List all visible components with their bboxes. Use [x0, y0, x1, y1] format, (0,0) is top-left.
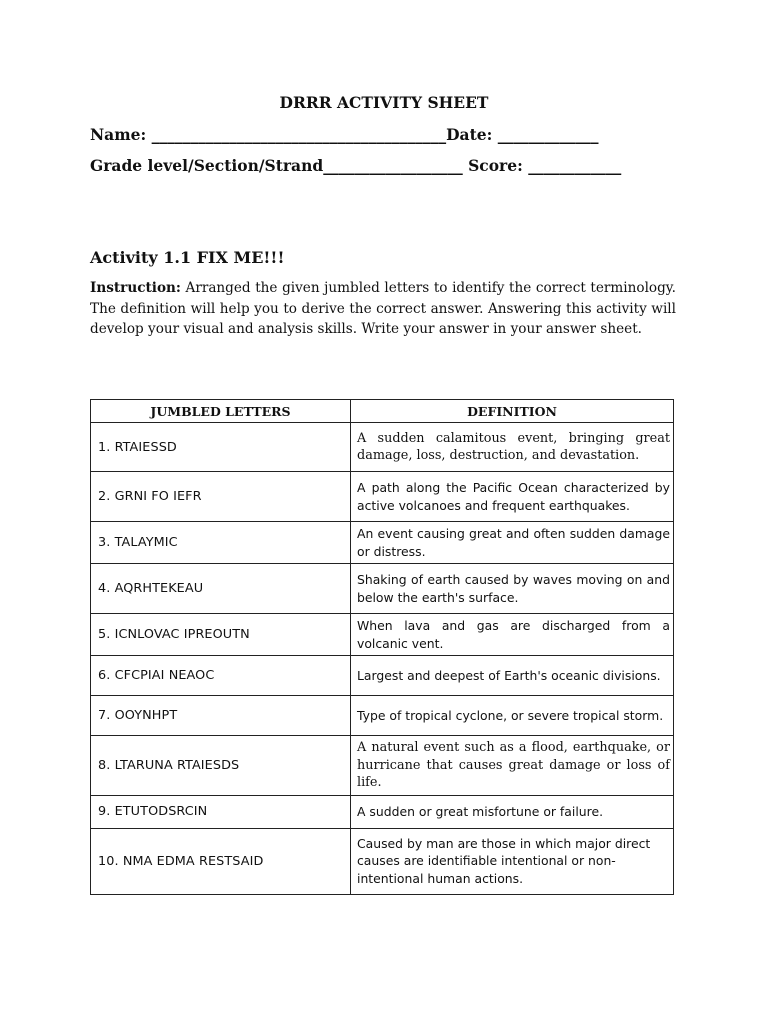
table-row [91, 795, 674, 828]
definition-cell: A sudden or great misfortune or failure. [351, 795, 674, 828]
activity-title: Activity 1.1 FIX ME!!! [90, 248, 285, 267]
definition-cell: An event causing great and often sudden damage or distress. [351, 522, 674, 564]
activity-table [90, 399, 674, 895]
grade-score-line: Grade level/Section/Strand__________________ Score: ____________ [90, 156, 622, 175]
jumbled-cell: 1. RTAIESSD [91, 423, 351, 472]
definition-cell: Largest and deepest of Earth's oceanic divisions. [351, 656, 674, 696]
table-row [91, 564, 674, 614]
table-header-row [91, 400, 674, 423]
definition-cell: A sudden calamitous event, bringing great damage, loss, destruction, and devastation. [351, 423, 674, 472]
definition-cell: A path along the Pacific Ocean characterized by active volcanoes and frequent earthquakes. [351, 472, 674, 522]
jumbled-cell: 2. GRNI FO IEFR [91, 472, 351, 522]
definition-cell: Shaking of earth caused by waves moving on and below the earth's surface. [351, 564, 674, 614]
table-row [91, 828, 674, 894]
jumbled-cell: 7. OOYNHPT [91, 696, 351, 736]
table-row [91, 423, 674, 472]
instruction-label: Instruction: [90, 280, 181, 296]
jumbled-cell: 10. NMA EDMA RESTSAID [91, 828, 351, 894]
header-definition: DEFINITION [351, 400, 674, 423]
definition-cell: A natural event such as a flood, earthquake, or hurricane that causes great damage or loss of life. [351, 736, 674, 796]
definition-cell: When lava and gas are discharged from a volcanic vent. [351, 614, 674, 656]
instruction-text: Arranged the given jumbled letters to identify the correct terminology. The definition will help you to derive the correct answer. Answering this activity will develop your visual and analysis skills. Write your answer in your answer sheet. [90, 280, 676, 337]
jumbled-cell: 4. AQRHTEKEAU [91, 564, 351, 614]
table-row [91, 614, 674, 656]
name-date-line: Name: ______________________________________Date: _____________ [90, 125, 599, 144]
table-row [91, 656, 674, 696]
definition-cell: Type of tropical cyclone, or severe tropical storm. [351, 696, 674, 736]
table-row [91, 736, 674, 796]
table-row [91, 696, 674, 736]
table-row [91, 522, 674, 564]
jumbled-cell: 5. ICNLOVAC IPREOUTN [91, 614, 351, 656]
sheet-title: DRRR ACTIVITY SHEET [279, 93, 489, 112]
jumbled-cell: 8. LTARUNA RTAIESDS [91, 736, 351, 796]
instruction-paragraph [90, 278, 676, 340]
jumbled-cell: 3. TALAYMIC [91, 522, 351, 564]
header-jumbled-letters: JUMBLED LETTERS [91, 400, 351, 423]
jumbled-cell: 6. CFCPIAI NEAOC [91, 656, 351, 696]
table-row [91, 472, 674, 522]
definition-cell: Caused by man are those in which major direct causes are identifiable intentional or non-intentional human actions. [351, 828, 674, 894]
jumbled-cell: 9. ETUTODSRCIN [91, 795, 351, 828]
